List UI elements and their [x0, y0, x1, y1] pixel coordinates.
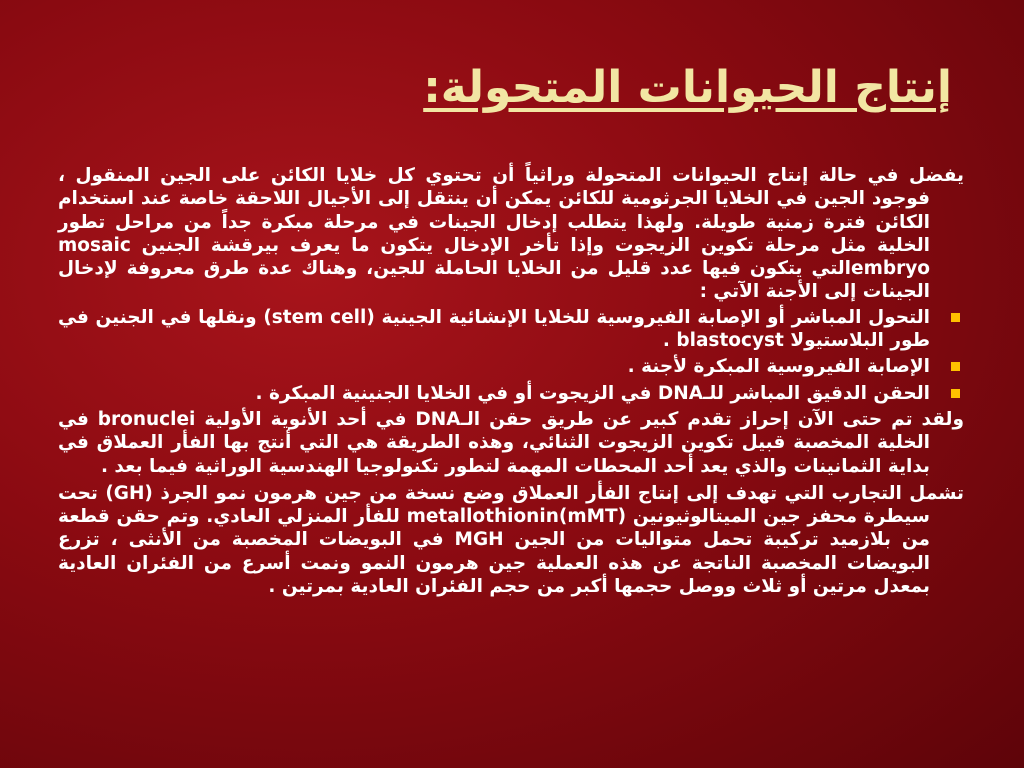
square-bullet-icon [951, 389, 960, 398]
slide-title: إنتاج الحيوانات المتحولة: [423, 62, 952, 113]
list-item [58, 355, 964, 378]
bullet-text: . [662, 330, 670, 352]
term-dna: DNA [415, 408, 461, 430]
square-bullet-icon [951, 362, 960, 371]
experiments-paragraph [58, 482, 964, 598]
term-metallothionin: metallothionin(mMT) [406, 506, 627, 528]
paragraph-text: في الخلية المخصبة قبيل تكوين الزيجوت الثنائي، وهذه الطريقة هي التي أنتج بها الفأر العملاق في بداية الثمانينات والذي يعد أحد المحطات المهمة لتطور تكنولوجيا الهندسية الوراثية فيما بعد . [58, 408, 930, 477]
term-mosaic-embryo: mosaic embryo [58, 234, 930, 280]
paragraph-text: تحت سيطرة محفز جين الميتالوثيونين [58, 482, 930, 528]
intro-paragraph [58, 164, 964, 304]
bullet-text: الإصابة الفيروسية المبكرة لأجنة . [627, 356, 930, 378]
intro-text-2: التي يتكون فيها عدد قليل من الخلايا الحاملة للجين، وهناك عدة طرق معروفة لإدخال الجينات إلى الأجنة الآتي : [58, 258, 930, 303]
bullet-text: التحول المباشر أو الإصابة الفيروسية للخلايا الإنشائية الجينية [381, 306, 930, 328]
paragraph-text: تشمل التجارب التي تهدف إلى إنتاج الفأر العملاق وضع نسخة من جين هرمون نمو الجرذ [160, 482, 964, 504]
bullet-text: في الزيجوت أو في الخلايا الجنينية المبكرة . [255, 382, 652, 404]
term-dna: DNA [657, 382, 704, 404]
term-blastocyst: blastocyst [676, 330, 784, 352]
term-mgh: MGH [454, 529, 504, 551]
bullet-text: الحقن الدقيق المباشر للـ [703, 382, 930, 404]
paragraph-text: ولقد تم حتى الآن إحراز تقدم كبير عن طريق حقن الـ [460, 408, 964, 430]
term-gh: (GH) [105, 482, 153, 504]
list-item [58, 306, 964, 353]
list-item [58, 382, 964, 405]
term-bronuclei: bronuclei [97, 408, 196, 430]
intro-text: يفضل في حالة إنتاج الحيوانات المتحولة وراثياً أن تحتوي كل خلايا الكائن على الجين المنقول ، فوجود الجين في الخلايا الجرثومية للكائن يمكن أن ينتقل إلى الأجيال اللاحقة خاصة عند استخدام الكائن فترة زمنية طويلة. ولهذا يتطلب إدخال الجينات في مرحلة مبكرة جداً من مراحل تطور الخلية مثل مرحلة تكوين الزيجوت وإذا تأخر الإدخال يتكون ما يعرف بيرقشة الجنين [58, 165, 964, 256]
methods-list [58, 306, 964, 405]
paragraph-text: في البويضات المخصبة من الأنثى ، تزرع البويضات المخصبة الناتجة عن هذه العملية جين هرمون النمو ونمت أسرع من الفئران العادية بمعدل مرتين أو ثلاث ووصل حجمها أكبر من حجم الفئران العادية بمرتين . [58, 529, 930, 598]
progress-paragraph [58, 408, 964, 478]
paragraph-text: للفأر المنزلي العادي. وتم حقن قطعة من بلازميد تركيبة تحمل متواليات من الجين [58, 506, 930, 551]
slide-body [58, 164, 964, 598]
term-stem-cell: (stem cell) [263, 306, 375, 328]
paragraph-text: في أحد الأنوية الأولية [204, 408, 407, 430]
bullet-text: ونقلها في الجنين في طور البلاستيولا [58, 306, 930, 352]
square-bullet-icon [951, 313, 960, 322]
